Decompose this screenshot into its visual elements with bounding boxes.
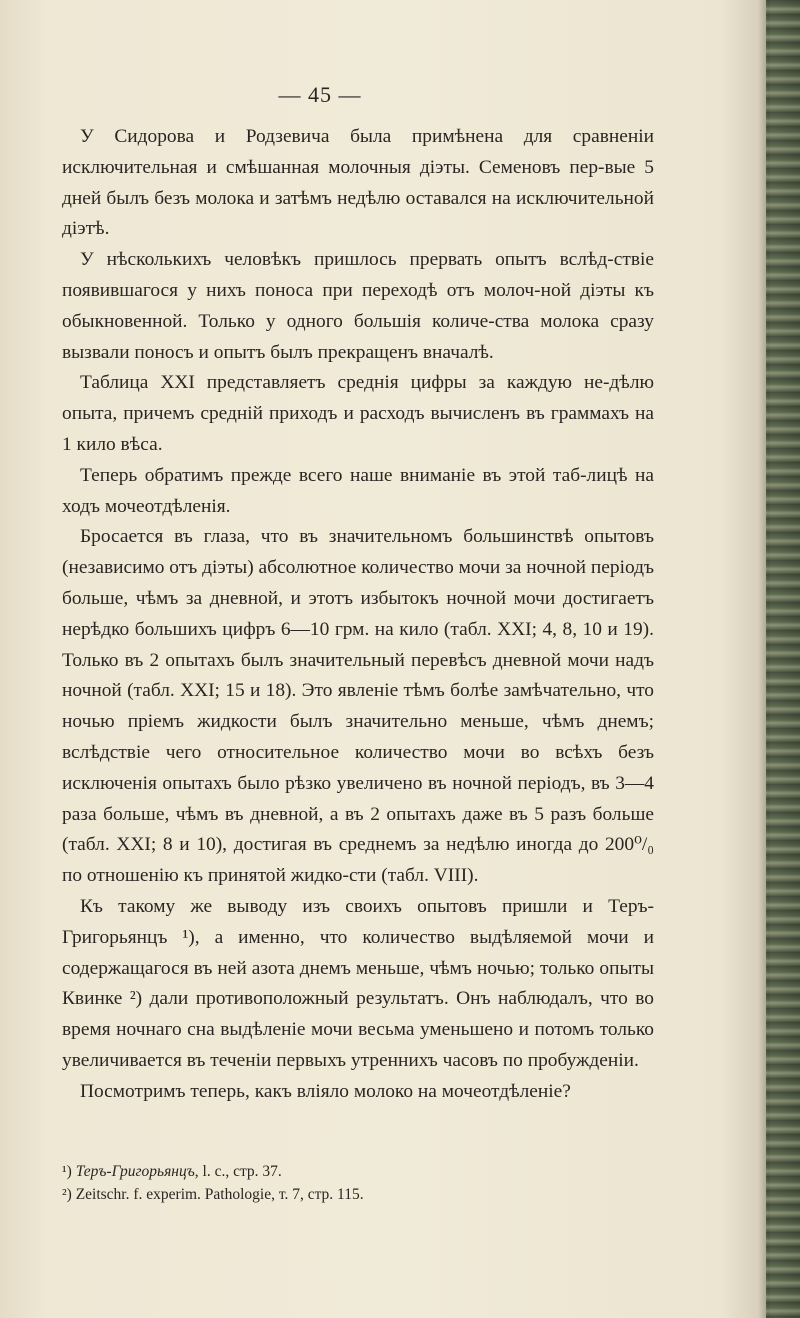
paragraph [62, 122, 654, 245]
paragraph [62, 1077, 654, 1108]
page-number: — 45 — [278, 82, 362, 107]
paragraph-text: Къ такому же выводу изъ своихъ опытовъ пришли и Теръ-Григорьянцъ ¹), а именно, что количество выдѣляемой мочи и содержащагося въ ней азота днемъ меньше, чѣмъ ночью; только опыты Квинке ²) дали противоположный результатъ. Онъ наблюдалъ, что во время ночнаго сна выдѣленіе мочи весьма уменьшено и потомъ только увеличивается въ теченіи первыхъ утреннихъ часовъ по пробужденіи. [62, 895, 654, 1071]
footnote [62, 1183, 654, 1206]
paragraph [62, 461, 654, 523]
book-spine [766, 0, 800, 1318]
paragraph-text: Посмотримъ теперь, какъ вліяло молоко на мочеотдѣленіе? [80, 1080, 571, 1102]
paragraph [62, 522, 654, 892]
footnote-author: Теръ-Григорьянцъ [75, 1163, 195, 1180]
footnote-marker: ²) [62, 1186, 72, 1203]
footnote [62, 1160, 654, 1183]
paragraph [62, 245, 654, 368]
paragraph [62, 892, 654, 1077]
footnote-text: , l. c., стр. 37. [194, 1163, 282, 1180]
paragraph-text: Таблица XXI представляетъ среднія цифры за каждую не-дѣлю опыта, причемъ среднiй приходъ и расходъ вычисленъ въ граммахъ на 1 кило вѣса. [62, 372, 654, 455]
footnote-marker: ¹) [62, 1163, 72, 1180]
paragraph-text: Бросается въ глаза, что въ значительномъ большинствѣ опытовъ (независимо отъ діэты) абсолютное количество мочи за ночной періодъ больше, чѣмъ за дневной, и этотъ избытокъ ночной мочи достигаетъ нерѣдко большихъ цифръ 6—10 грм. на кило (табл. XXI; 4, 8, 10 и 19). Только въ 2 опытахъ былъ значительный перевѣсъ дневной мочи надъ ночной (табл. XXI; 15 и 18). Это явленіе тѣмъ болѣе замѣчательно, что ночью пріемъ жидкости былъ значительно меньше, чѣмъ днемъ; вслѣдствіе чего относительное количество мочи во всѣхъ безъ исключенія опытахъ было рѣзко увеличено въ ночной періодъ, въ 3—4 раза больше, чѣмъ въ дневной, а въ 2 опытахъ даже въ 5 разъ больше (табл. XXI; 8 и 10), достигая въ среднемъ за недѣлю иногда до 200⁰/₀ по отношенію къ принятой жидко-сти (табл. VIII). [62, 526, 654, 887]
paragraph-text: Теперь обратимъ прежде всего наше вниманіе въ этой таб-лицѣ на ходъ мочеотдѣленія. [62, 464, 654, 517]
paragraph [62, 368, 654, 460]
paragraph-text: У Сидорова и Родзевича была примѣнена для сравненіи исключительная и смѣшанная молочныя діэты. Семеновъ пер-вые 5 дней былъ безъ молока и затѣмъ недѣлю оставался на исключительной діэтѣ. [62, 126, 654, 240]
paragraph-text: У нѣсколькихъ человѣкъ пришлось прервать опытъ вслѣд-ствіе появившагося у нихъ поноса при переходѣ отъ молоч-ной діэты къ обыкновенной. Только у одного большія количе-ства молока сразу вызвали поносъ и опытъ былъ прекращенъ вначалѣ. [62, 249, 654, 363]
body-text [62, 122, 654, 1108]
footnote-text: Zeitschr. f. experim. Pathologie, т. 7, стр. 115. [75, 1186, 364, 1203]
footnotes [62, 1160, 654, 1206]
